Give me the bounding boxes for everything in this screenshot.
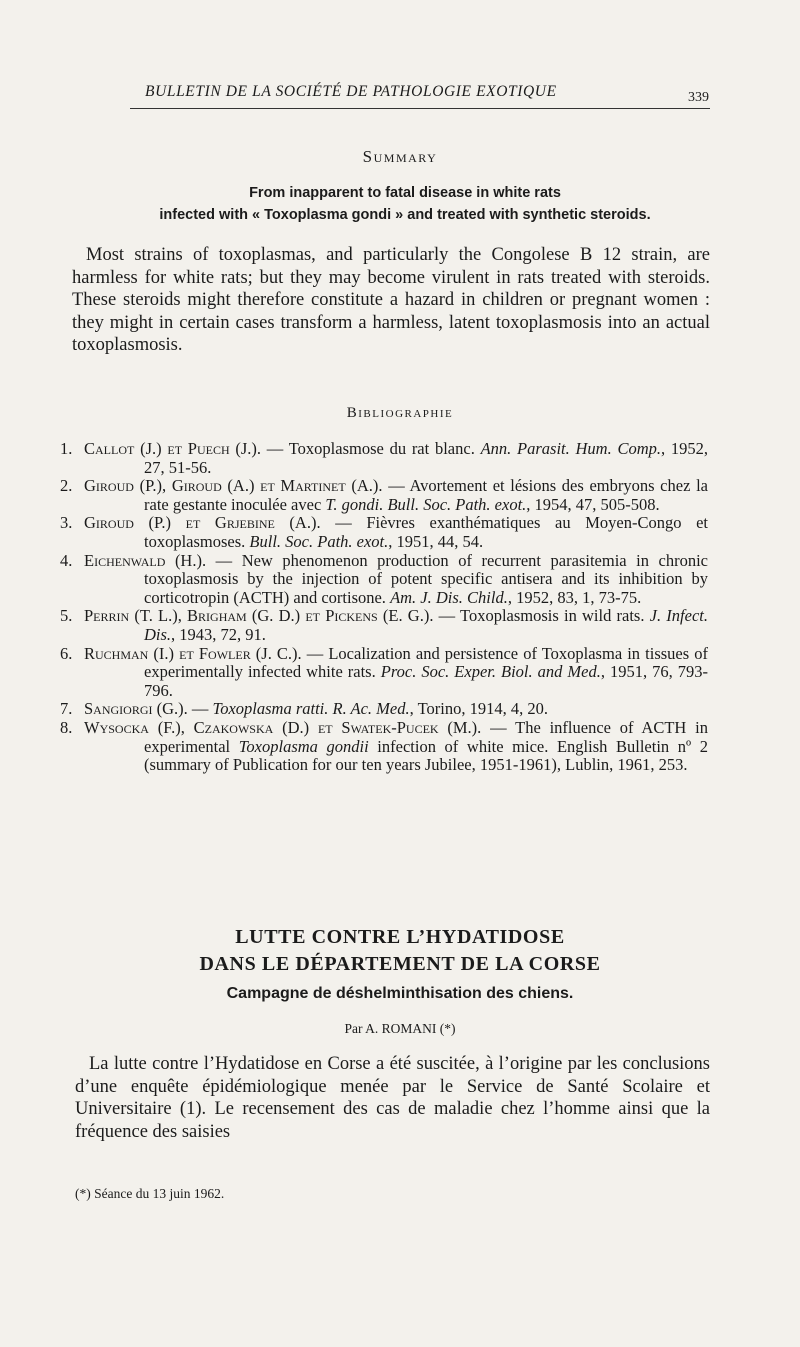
bibliography-entry	[60, 477, 708, 514]
entry-text: — Localization and persistence of Toxoplasma in tissues of experimentally infected white rats.	[144, 643, 708, 682]
entry-authors: Eichenwald (H.).	[84, 550, 207, 570]
entry-reference: , 1954, 47, 505-508.	[526, 494, 660, 514]
entry-reference: , 1951, 76, 793-796.	[144, 662, 709, 700]
entry-text: — Toxoplasmose du rat blanc.	[261, 439, 481, 458]
entry-reference: , 1951, 44, 54.	[388, 531, 484, 551]
entry-text: — Fièvres exanthématiques au Moyen-Congo et toxoplasmoses.	[144, 513, 708, 551]
entry-journal: T. gondi. Bull. Soc. Path. exot.	[325, 494, 527, 514]
entry-authors: Wysocka (F.), Czakowska (D.) et Swatek-Pucek (M.).	[84, 717, 482, 737]
entry-journal: Toxoplasma ratti. R. Ac. Med.	[212, 699, 410, 719]
article-byline: Par A. ROMANI (*)	[344, 1021, 456, 1036]
entry-number: 2.	[60, 476, 73, 496]
bibliography-entry	[60, 440, 708, 477]
bibliography-entry	[60, 645, 708, 701]
bibliography-entry	[60, 552, 708, 608]
bibliography-entry	[60, 607, 708, 644]
entry-authors: Perrin (T. L.), Brigham (G. D.) et Pickens (E. G.).	[84, 606, 434, 626]
bibliography-list	[60, 440, 708, 775]
entry-journal: Ann. Parasit. Hum. Comp.	[480, 439, 661, 458]
entry-reference: , 1952, 27, 51-56.	[144, 439, 708, 477]
summary-paragraph: Most strains of toxoplasmas, and particularly the Congolese B 12 strain, are harmless for white rats; but they may become virulent in rats treated with steroids. These steroids might therefore constitute a hazard in children or pregnant women : they might in certain cases transform a harmless, latent toxoplasmosis into an actual toxoplasmosis.	[72, 245, 710, 356]
entry-authors: Ruchman (I.) et Fowler (J. C.).	[84, 643, 302, 663]
entry-reference: , 1943, 72, 91.	[171, 624, 266, 644]
entry-reference: , 1952, 83, 1, 73-75.	[507, 587, 642, 607]
page-number: 339	[688, 90, 709, 105]
bibliography-heading: Bibliographie	[346, 405, 454, 421]
entry-reference: infection of white mice. English Bulletin nº 2 (summary of Publication for our ten years Jubilee, 1951-1961), Lublin, 1961, 253.	[144, 736, 708, 775]
header-rule	[130, 108, 710, 109]
entry-number: 3.	[60, 513, 73, 533]
entry-journal: Toxoplasma gondii	[238, 736, 369, 756]
entry-authors: Callot (J.) et Puech (J.).	[84, 439, 262, 458]
entry-reference: , Torino, 1914, 4, 20.	[409, 699, 548, 719]
entry-journal: Am. J. Dis. Child.	[390, 587, 508, 607]
bibliography-entry	[60, 700, 708, 719]
entry-text: —	[187, 699, 213, 719]
entry-journal: Proc. Soc. Exper. Biol. and Med.	[380, 662, 601, 682]
article-title-line2: DANS LE DÉPARTEMENT DE LA CORSE	[199, 953, 601, 975]
entry-text: — New phenomenon production of recurrent parasitemia in chronic toxoplasmosis by the injection of potent specific antisera and its inhibition by corticotropin (ACTH) and cortisone.	[144, 550, 709, 607]
summary-heading: Summary	[362, 147, 438, 166]
article-subtitle: Campagne de déshelminthisation des chiens.	[226, 985, 574, 1002]
entry-authors: Sangiorgi (G.).	[84, 699, 188, 719]
entry-journal: J. Infect. Dis.	[144, 606, 708, 644]
bibliography-entry	[60, 514, 708, 551]
entry-number: 4.	[60, 550, 73, 570]
summary-title-line1: From inapparent to fatal disease in white rats	[249, 185, 561, 201]
entry-journal: Bull. Soc. Path. exot.	[249, 531, 389, 551]
summary-title-line2: infected with « Toxoplasma gondi » and treated with synthetic steroids.	[159, 207, 651, 223]
entry-text: — Toxoplasmosis in wild rats.	[433, 606, 650, 626]
entry-text: — The influence of ACTH in experimental	[144, 717, 708, 756]
summary-title	[80, 182, 730, 226]
entry-number: 8.	[60, 717, 73, 737]
entry-authors: Giroud (P.) et Grjebine (A.).	[84, 513, 321, 533]
entry-authors: Giroud (P.), Giroud (A.) et Martinet (A.).	[84, 476, 383, 496]
entry-number: 7.	[60, 699, 73, 719]
footnote: (*) Séance du 13 juin 1962.	[75, 1186, 225, 1201]
entry-number: 1.	[60, 439, 73, 458]
entry-number: 5.	[60, 606, 73, 626]
entry-text: — Avortement et lésions des embryons chez la rate gestante inoculée avec	[144, 476, 708, 514]
article-title-line1: LUTTE CONTRE L’HYDATIDOSE	[235, 926, 565, 948]
bibliography-entry	[60, 719, 708, 775]
entry-number: 6.	[60, 643, 73, 663]
article-paragraph: La lutte contre l’Hydatidose en Corse a été suscitée, à l’origine par les conclusions d’une enquête épidémiologique menée par le Service de Santé Scolaire et Universitaire (1). Le recensement des cas de maladie chez l’homme ainsi que la fréquence des saisies	[75, 1054, 710, 1142]
running-header: BULLETIN DE LA SOCIÉTÉ DE PATHOLOGIE EXOTIQUE	[145, 83, 557, 100]
